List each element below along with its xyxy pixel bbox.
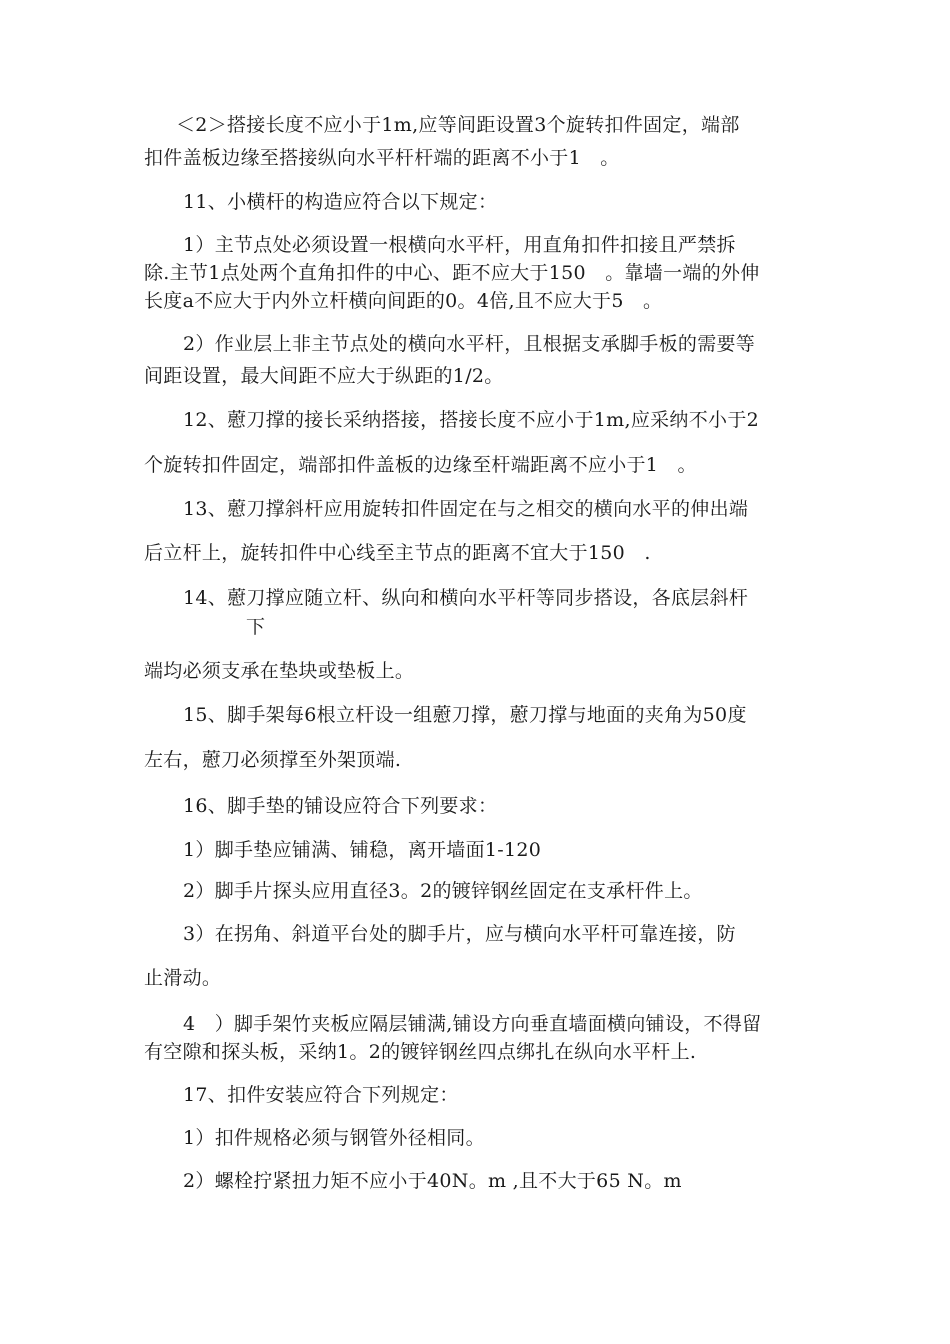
text-line: 16、脚手垫的铺设应符合下列要求：	[183, 795, 498, 817]
text-line: 长度a不应大于内外立杆横向间距的0。4倍,且不应大于5 。	[144, 290, 663, 312]
text-line: 端均必须支承在垫块或垫板上。	[144, 660, 415, 682]
text-line: 11、小横杆的构造应符合以下规定：	[183, 191, 498, 213]
text-line: 1）脚手垫应铺满、铺稳，离开墙面1-120	[183, 839, 542, 861]
text-line: 1）扣件规格必须与钢管外径相同。	[183, 1127, 485, 1149]
text-line: 2）脚手片探头应用直径3。2的镀锌钢丝固定在支承杆件上。	[183, 880, 703, 902]
text-line: 左右，藯刀必须撑至外架顶端.	[144, 749, 402, 771]
text-line: 除.主节1点处两个直角扣件的中心、距不应大于150 。靠墙一端的外伸	[144, 262, 760, 284]
text-line: ＜2＞搭接长度不应小于1m,应等间距设置3个旋转扣件固定，端部	[176, 114, 740, 136]
text-line: 个旋转扣件固定，端部扣件盖板的边缘至杆端距离不应小于1 。	[144, 454, 697, 476]
text-line: 止滑动。	[144, 967, 222, 989]
text-line: 17、扣件安装应符合下列规定：	[183, 1084, 459, 1106]
text-line: 3）在拐角、斜道平台处的脚手片，应与横向水平杆可靠连接，防	[183, 923, 736, 945]
text-line: 扣件盖板边缘至搭接纵向水平杆杆端的距离不小于1 。	[144, 147, 620, 169]
text-line: 下	[246, 616, 266, 638]
text-line: 14、藯刀撑应随立杆、纵向和横向水平杆等同步搭设，各底层斜杆	[183, 587, 749, 609]
text-line: 间距设置，最大间距不应大于纵距的1/2。	[144, 365, 504, 387]
text-line: 1）主节点处必须设置一根横向水平杆，用直角扣件扣接且严禁拆	[183, 234, 736, 256]
text-line: 12、藯刀撑的接长采纳搭接，搭接长度不应小于1m,应采纳不小于2	[183, 409, 760, 431]
text-line: 有空隙和探头板，采纳1。2的镀锌钢丝四点绑扎在纵向水平杆上.	[144, 1041, 697, 1063]
text-line: 2）作业层上非主节点处的横向水平杆，且根据支承脚手板的需要等	[183, 333, 756, 355]
text-line: 2）螺栓拧紧扭力矩不应小于40N。m ,且不大于65 N。m	[183, 1170, 682, 1192]
text-line: 15、脚手架每6根立杆设一组藯刀撑，藯刀撑与地面的夹角为50度	[183, 704, 747, 726]
text-line: 4 ）脚手架竹夹板应隔层铺满,铺设方向垂直墙面横向铺设，不得留	[183, 1013, 762, 1035]
text-line: 后立杆上，旋转扣件中心线至主节点的距离不宜大于150 .	[144, 542, 651, 564]
text-line: 13、藯刀撑斜杆应用旋转扣件固定在与之相交的横向水平的伸出端	[183, 498, 749, 520]
